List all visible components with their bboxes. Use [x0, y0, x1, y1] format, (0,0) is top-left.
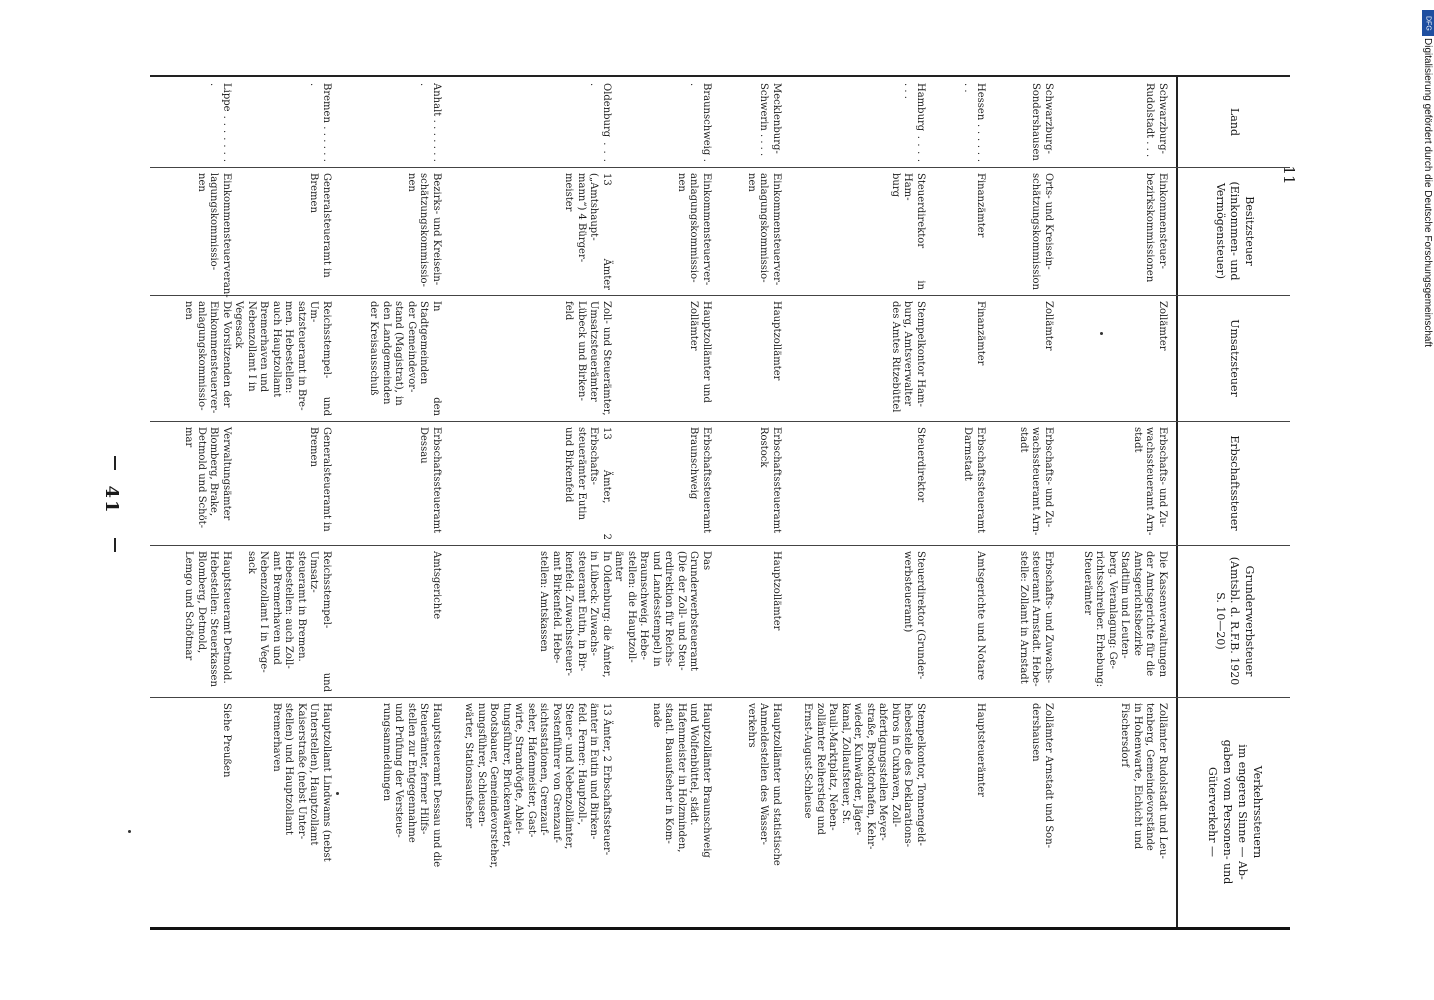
cell-verkehrssteuern: Hauptzollämter und statistische Anmeldestellen des Wasser- verkehrs	[746, 703, 782, 866]
table-row	[233, 77, 336, 927]
cell-land: Mecklenburg- Schwerin . . . .	[758, 83, 782, 157]
cell-besitzsteuer: Finanzämter	[975, 173, 986, 238]
table-row	[930, 77, 990, 927]
cell-verkehrssteuern: Zollämter Rudolstadt und Leu- tenberg, Gemeindevorstände in Hohenwarte, Eichicht und Fischersdorf	[1119, 703, 1168, 859]
table-row	[716, 77, 786, 927]
digitization-sidebar	[1420, 8, 1434, 392]
cell-grunderwerbsteuer: In Oldenburg: die Ämter, in Lübeck: Zuwachs- steueramt Eutin, in Bir- kenfeld: Zuwachssteuer- amt Birkenfeld. Hebe- stellen: Amtskassen	[538, 551, 612, 678]
header-erbschaftssteuer: Erbschaftssteuer	[1228, 435, 1242, 531]
tax-authority-table	[150, 75, 1290, 930]
cell-grunderwerbsteuer: Amtsgerichte und Notare	[975, 551, 986, 681]
table-header	[1176, 77, 1290, 927]
table-row	[613, 77, 716, 927]
cell-grunderwerbsteuer: Amtsgerichte	[431, 551, 442, 620]
cell-verkehrssteuern: Hauptsteuerämter	[975, 703, 986, 797]
cell-grunderwerbsteuer: Hauptsteueramt Detmold. Hebestellen: Steuerkassen Blomberg, Detmold, Lemgo und Schötmar	[183, 551, 232, 687]
cell-umsatzsteuer: Reichsstempel- und Um- satzsteueramt in Bre- men. Hebestellen: auch Hauptzollamt Bremerhaven und Nebenzollamt I in Vegesack	[233, 301, 332, 416]
cell-erbschaftssteuer: Erbschaftssteueramt Rostock	[758, 427, 782, 534]
cell-besitzsteuer: Einkommensteuerver- anlagungskommissio- nen	[746, 173, 782, 286]
cell-umsatzsteuer: Hauptzollämter und Zollämter	[688, 301, 712, 403]
cell-grunderwerbsteuer: Das Grunderwerbsteueramt (Die der Zoll- und Steu- erdirektion für Reichs- und Landesstempel) in Braunschweig. Hebe- stellen: die Hauptzoll- ämter	[613, 551, 712, 672]
digitization-notice: Digitalisierung gefördert durch die Deutsche Forschungsgemeinschaft	[1422, 38, 1433, 348]
header-verkehrssteuern: Verkehrssteuern im engeren Sinne — Ab- gaben vom Personen- und Güterverkehr —	[1206, 739, 1264, 885]
cell-besitzsteuer: 13 Ämter („Amtshaupt- mann“) 4 Bürger- meister	[563, 173, 612, 290]
cell-umsatzsteuer: In den Stadtgemeinden der Gemeindevor- stand (Magistrat), in den Landgemeinden der Kreisausschuß	[368, 301, 442, 416]
cell-land: Schwarzburg- Rudolstadt . . .	[1144, 83, 1168, 158]
table-row	[336, 77, 446, 927]
cell-land: Oldenburg . . . .	[588, 83, 612, 162]
cell-erbschaftssteuer: Erbschaftssteueramt Darmstadt	[962, 427, 986, 534]
cell-verkehrssteuern: Zollämter Arnstadt und Son- dershausen	[1030, 703, 1054, 849]
cell-verkehrssteuern: Hauptsteueramt Dessau und die Steuerämter, ferner Hilfs- stellen zur Entgegennahme und Prüfung der Versteue- rungsanmeldungen	[381, 703, 442, 868]
dfg-logo: DFG	[1422, 10, 1434, 36]
header-umsatzsteuer: Umsatzsteuer	[1228, 319, 1242, 397]
cell-umsatzsteuer: Zoll- und Steuerämter, Umsatzsteuerämter Lübeck und Birken- feld	[563, 301, 612, 416]
cell-umsatzsteuer: Zollämter	[1043, 301, 1054, 351]
page-number-dash	[114, 456, 116, 470]
cell-grunderwerbsteuer: Die Kassenverwaltungen der Amtsgerichte für die Amtsgerichtsbezirke Stadtilm und Leuten- berg. Veranlagung: Ge- richtsschreiber. Erhebung: Steuerämter	[1082, 551, 1168, 688]
cell-grunderwerbsteuer: Erbschafts- und Zuwachs- steueramt Arnstadt. Hebe- stelle: Zollamt in Arnstadt	[1018, 551, 1054, 687]
cell-besitzsteuer: Einkommensteuerveran- lagungskommissio- nen	[196, 173, 232, 298]
table-row	[990, 77, 1058, 927]
header-land: Land	[1228, 108, 1242, 136]
cell-erbschaftssteuer: Verwaltungsämter Blomberg, Brake, Detmold und Schöt- mar	[183, 427, 232, 529]
cell-erbschaftssteuer: Erbschafts- und Zu- wachssteueramt Arn- stadt	[1132, 427, 1168, 536]
cell-grunderwerbsteuer: Reichsstempel- und Umsatz- steueramt in Bremen. Hebestellen: auch Zoll- amt Bremerhaven und Nebenzollamt I in Vege- sack	[246, 551, 332, 692]
header-besitzsteuer: Besitzsteuer (Einkommen- und Vermögensteuer)	[1213, 181, 1257, 281]
cell-verkehrssteuern: Hauptzollämter Braunschweig und Wolfenbüttel, städt. Hafenmeister in Holzminden, staatl. Bauaufseher in Kom- nade	[651, 703, 712, 858]
page-number-dash	[114, 538, 116, 552]
cell-land: Bremen . . . . . . .	[308, 83, 332, 162]
cell-besitzsteuer: Einkommensteuer- bezirkskommissionen	[1144, 173, 1168, 283]
cell-land: Anhalt . . . . . . . .	[418, 83, 442, 162]
cell-umsatzsteuer: Finanzämter	[975, 301, 986, 366]
cell-umsatzsteuer: Zollämter	[1157, 301, 1168, 351]
cell-erbschaftssteuer: Erbschaftssteueramt Braunschweig	[688, 427, 712, 534]
cell-erbschaftssteuer: Generalsteueramt in Bremen	[308, 427, 332, 532]
table-row	[1060, 77, 1172, 927]
cell-besitzsteuer: Bezirks- und Kreisein- schätzungskommissio- nen	[406, 173, 442, 287]
cell-land: Hessen . . . . . . . .	[962, 83, 986, 162]
cell-erbschaftssteuer: 13 Ämter, 2 Erbschafts- steuerämter Eutin und Birkenfeld	[563, 427, 612, 540]
cell-besitzsteuer: Generalsteueramt in Bremen	[308, 173, 332, 278]
cell-besitzsteuer: Orts- und Kreisein- schätzungskommission	[1030, 173, 1054, 291]
cell-land: Lippe . . . . . . . .	[208, 83, 232, 162]
footer-number: 11	[1280, 165, 1298, 185]
page-number: 41	[101, 485, 123, 515]
cell-umsatzsteuer: Hauptzollämter	[771, 301, 782, 381]
cell-erbschaftssteuer: Erbschaftssteueramt Dessau	[418, 427, 442, 534]
table-row	[150, 77, 236, 927]
cell-erbschaftssteuer: Erbschafts- und Zu- wachssteueramt Arn- stadt	[1018, 427, 1054, 536]
cell-grunderwerbsteuer: Hauptzollämter	[771, 551, 782, 631]
cell-land: Schwarzburg- Sondershausen	[1030, 83, 1054, 161]
cell-umsatzsteuer: Die Vorsitzenden der Einkommensteuerver- anlagungskommissio- nen	[183, 301, 232, 414]
cell-umsatzsteuer: Stempelkontor Ham- burg, Amtsverwalter des Amtes Ritzebüttel	[890, 301, 926, 413]
cell-verkehrssteuern: Stempelkontor, Tonnengeld- hebestelle des Deklarations- büros in Cuxhaven, Zoll- abfertigungsstellen Meyer- straße, Brooktorhafen, Kehr- wieder, Kuhwärder, Jäger- kanal, Zollaufsteuer, St. Pauli-Marktplatz, Neben- zollämter Reiherstieg und Ernst-August-Schleuse	[802, 703, 926, 850]
cell-land: Braunschweig . .	[688, 83, 712, 162]
header-grunderwerbsteuer: Grunderwerbsteuer (Amtsbl. d. R.F.B. 1920 S. 10—20)	[1213, 556, 1257, 686]
rotated-table-frame	[150, 75, 1290, 925]
cell-besitzsteuer: Einkommensteuerver- anlagungskommissio- nen	[676, 173, 712, 286]
cell-besitzsteuer: Steuerdirektor in Ham- burg	[890, 173, 926, 290]
cell-land: Hamburg . . . . . . .	[902, 83, 926, 162]
cell-verkehrssteuern: 13 Ämter, 2 Erbschaftssteuer- ämter in Eutin und Birken- feld. Ferner: Hauptzoll-, Steuer- und Nebenzollämter, Postenführer von Grenzauf- sichtsstationen, Grenzauf- seher, Hafenmeister, Gast- wirte, Strandvögte, Ablei- tungsführer, Brückenwärter, Bootsbauer, Gemeindevorsteher, nungsführer, Schleusen- wärter, Stationsaufseher	[463, 703, 612, 869]
table-row	[786, 77, 930, 927]
cell-verkehrssteuern: Siehe Preußen	[221, 703, 232, 778]
cell-erbschaftssteuer: Steuerdirektor	[915, 427, 926, 503]
table-row	[446, 77, 616, 927]
scan-speck	[128, 830, 131, 833]
cell-grunderwerbsteuer: Steuerdirektor (Grunder- werbsteueramt)	[902, 551, 926, 680]
cell-verkehrssteuern: Hauptzollamt Lindwams (nebst Unterstellen), Hauptzollamt Kaiserstraße (nebst Unter- stellen) und Hauptzollamt Bremerhaven	[271, 703, 332, 862]
